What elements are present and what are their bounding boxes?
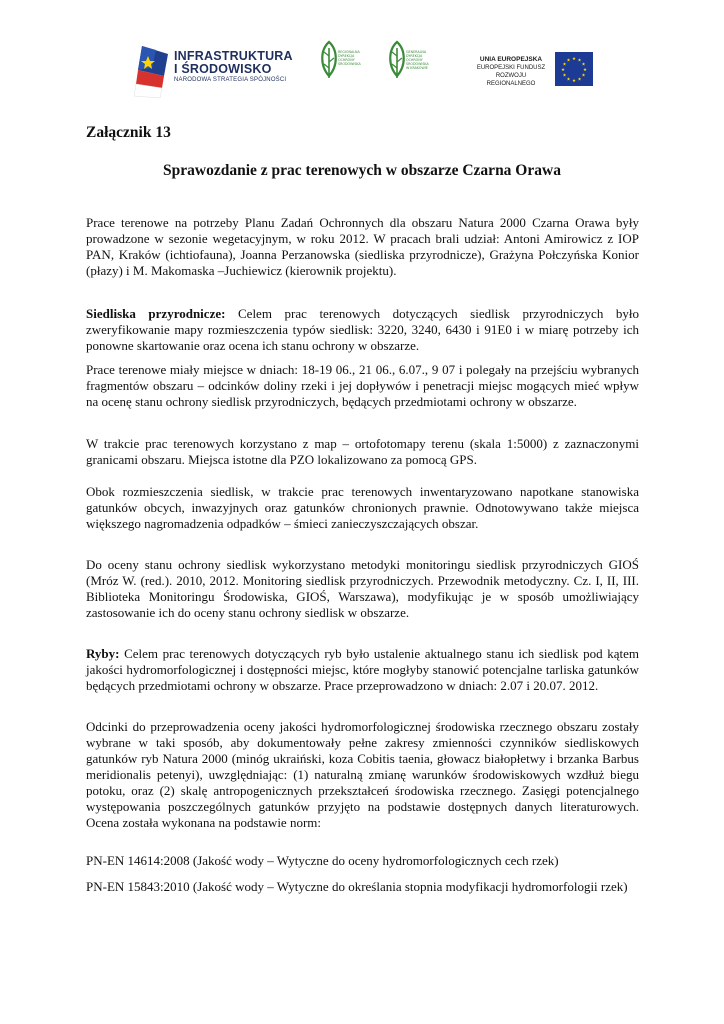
svg-text:★: ★ — [571, 79, 577, 84]
infra-line2: I ŚRODOWISKO — [174, 62, 272, 76]
infrastruktura-logo — [134, 44, 309, 102]
invasive-species-paragraph: Obok rozmieszczenia siedlisk, w trakcie prac terenowych inwentaryzowano napotkane stanowiska gatunków obcych, inwazyjnych oraz gatunków chronionych prawnie. Odnotowywano także miejsca większego nagromadzenia odpadków – śmieci zanieczyszczających obszar. — [86, 484, 639, 531]
sections-paragraph: Odcinki do przeprowadzenia oceny jakości hydromorfologicznej środowiska rzecznego obszaru zostały wybrane w taki sposób, aby dokumentowały pełne zakresy zmienności czynników siedliskowych gatunków ryb Natura 2000 (minóg ukraiński, koza Cobitis taenia, głowacz białopłetwy i brzanka Barbus meridionalis petenyi), uwzględniając: (1) naturalną zmianę warunków środowiskowych wzdłuż biegu potoku, oraz (2) skalę antropogenicznych przekształceń środowiska rzecznego. Zasięgi potencjalnego występowania poszczególnych gatunków przyjęto na podstawie dostępnych danych literaturowych. Ocena została wykonana na podstawie norm: — [86, 719, 639, 830]
fish-text: Celem prac terenowych dotyczących ryb było ustalenie aktualnego stanu ich siedlisk pod kątem jakości hydromorfologicznej i dostępności miejsc, które mogłyby stanowić potencjalne tarliska gatunków będących przedmiotami ochrony w obszarze. Prace przeprowadzono w dniach: 2.07 i 20.07. 2012. — [86, 646, 639, 693]
svg-text:★: ★ — [562, 73, 567, 79]
infra-line3: NARODOWA STRATEGIA SPÓJNOŚCI — [174, 77, 287, 83]
flag-star-icon — [134, 44, 174, 102]
rdos-logo — [318, 40, 364, 90]
eu-line2: EUROPEJSKI FUNDUSZ — [476, 65, 546, 71]
svg-text:★: ★ — [577, 77, 582, 83]
svg-text:★: ★ — [571, 57, 577, 62]
svg-text:★: ★ — [581, 73, 586, 79]
gdos-text: GENERALNA DYREKCJA OCHRONY ŚRODOWISKA W KRAKOWIE — [406, 50, 429, 70]
norm-15843: PN-EN 15843:2010 (Jakość wody – Wytyczne do określania stopnia modyfikacji hydromorfologii rzek) — [86, 879, 628, 894]
norm-14614: PN-EN 14614:2008 (Jakość wody – Wytyczne do oceny hydromorfologicznych cech rzek) — [86, 853, 559, 868]
svg-text:★: ★ — [581, 62, 586, 68]
fish-paragraph — [86, 646, 639, 694]
svg-text:★: ★ — [562, 62, 567, 68]
fish-label: Ryby: — [86, 646, 120, 661]
habitats-label: Siedliska przyrodnicze: — [86, 306, 226, 321]
eu-flag-icon — [555, 52, 593, 86]
report-subtitle: Sprawozdanie z prac terenowych w obszarze Czarna Orawa — [163, 162, 561, 179]
intro-paragraph: Prace terenowe na potrzeby Planu Zadań Ochronnych dla obszaru Natura 2000 Czarna Orawa były prowadzone w sezonie wegetacyjnym, w roku 2012. W pracach brali udział: Antoni Amirowicz z IOP PAN, Kraków (ichtiofauna), Joanna Perzanowska (siedliska przyrodnicze), Grażyna Połczyńska Konior (płazy) i M. Makomaska –Juchiewicz (kierownik projektu). — [86, 215, 639, 278]
habitats-paragraph — [86, 306, 639, 354]
eu-logo — [471, 52, 593, 94]
habitats-text: Celem prac terenowych dotyczących siedlisk przyrodniczych było zweryfikowanie mapy rozmieszczenia typów siedlisk: 3220, 3240, 6430 i 91E0 i w miarę potrzeby ich ponowne skartowanie oraz ocena ich stanu ochrony w obszarze. — [86, 306, 639, 353]
svg-text:★: ★ — [566, 77, 571, 83]
svg-text:★: ★ — [566, 58, 571, 64]
infra-line1: INFRASTRUKTURA — [174, 49, 293, 63]
methodology-paragraph: Do oceny stanu ochrony siedlisk wykorzystano metodyki monitoringu siedlisk przyrodniczych GIOŚ (Mróz W. (red.). 2010, 2012. Monitoring siedlisk przyrodniczych. Przewodnik metodyczny. Cz. I, II, III. Biblioteka Monitoringu Środowiska, GIOŚ, Warszawa), modyfikując je w sposób umożliwiający zastosowanie ich do oceny stanu ochrony siedlisk w obszarze. — [86, 557, 639, 620]
eu-line1: UNIA EUROPEJSKA — [479, 56, 543, 63]
svg-text:★: ★ — [560, 68, 566, 73]
maps-paragraph: W trakcie prac terenowych korzystano z map – ortofotomapy terenu (skala 1:5000) z zaznaczonymi granicami obszaru. Miejsca istotne dla PZO lokalizowano za pomocą GPS. — [86, 436, 639, 467]
svg-text:★: ★ — [582, 68, 588, 73]
rdos-text: REGIONALNA DYREKCJA OCHRONY ŚRODOWISKA — [338, 50, 361, 66]
leaf-icon — [386, 40, 408, 80]
eu-line3: ROZWOJU REGIONALNEGO — [486, 73, 536, 87]
header-logos — [0, 38, 724, 108]
svg-text:★: ★ — [577, 58, 582, 64]
leaf-icon — [318, 40, 340, 80]
fieldwork-dates-paragraph: Prace terenowe miały miejsce w dniach: 18-19 06., 21 06., 6.07., 9 07 i polegały na przejściu wybranych fragmentów obszaru – odcinków doliny rzeki i jej dopływów i penetracji miejsc mogących mieć wpływ na ocenę stanu ochrony siedlisk przyrodniczych, będących przedmiotami ochrony w obszarze. — [86, 362, 639, 409]
attachment-title: Załącznik 13 — [86, 124, 171, 141]
gdos-logo — [386, 40, 432, 90]
